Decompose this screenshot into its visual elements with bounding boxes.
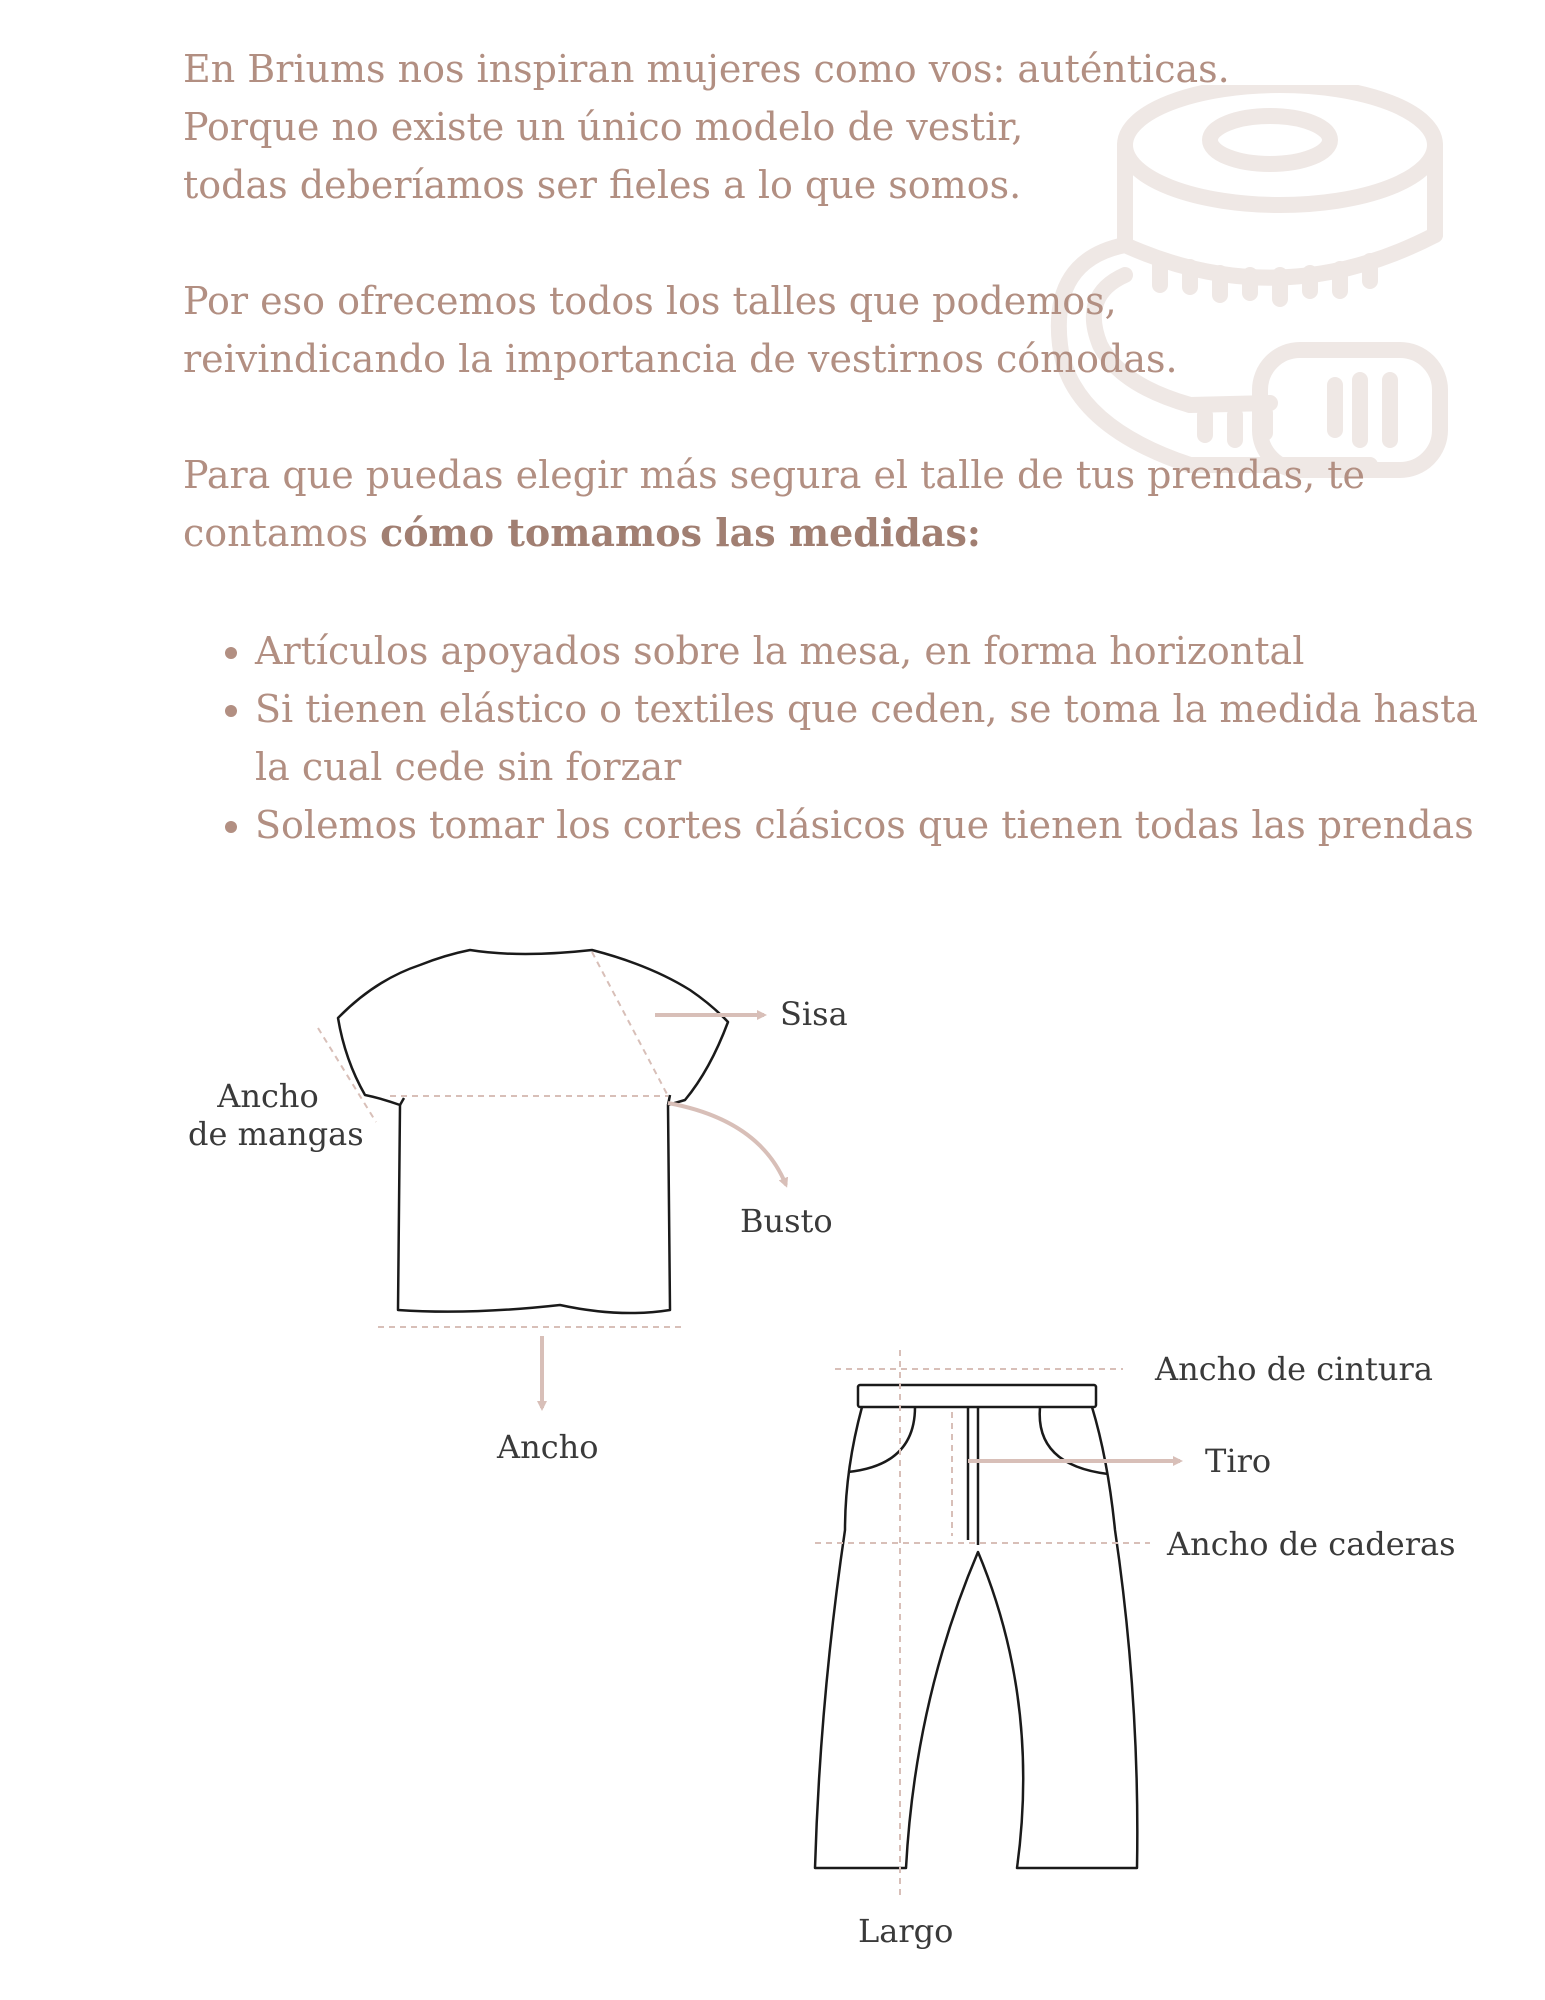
label-line: Ancho — [217, 1077, 319, 1115]
pants-icon — [815, 1385, 1137, 1868]
intro-line: En Briums nos inspiran mujeres como vos: auténticas. — [183, 47, 1230, 91]
label-line: de mangas — [188, 1115, 364, 1153]
tshirt-icon — [338, 950, 728, 1313]
label-ancho-cintura: Ancho de cintura — [1155, 1350, 1433, 1388]
list-item: • Solemos tomar los cortes clásicos que tienen todas las prendas — [255, 796, 1515, 854]
intro-line: reivindicando la importancia de vestirnos cómodas. — [183, 337, 1178, 381]
intro-line: contamos — [183, 511, 381, 555]
label-tiro: Tiro — [1205, 1442, 1272, 1480]
list-item: • Artículos apoyados sobre la mesa, en forma horizontal — [255, 622, 1515, 680]
label-busto: Busto — [740, 1202, 833, 1240]
label-ancho-caderas: Ancho de caderas — [1167, 1525, 1456, 1563]
label-ancho-mangas — [188, 1077, 364, 1153]
list-item: • Si tienen elástico o textiles que ceden, se toma la medida hasta la cual cede sin forzar — [255, 680, 1515, 796]
intro-line: Por eso ofrecemos todos los talles que podemos, — [183, 279, 1117, 323]
tshirt-measure-lines — [318, 952, 685, 1327]
label-sisa: Sisa — [780, 995, 848, 1033]
label-ancho: Ancho — [497, 1428, 599, 1466]
intro-line: todas deberíamos ser fieles a lo que somos. — [183, 163, 1022, 207]
intro-bold: cómo tomamos las medidas: — [380, 510, 981, 555]
intro-line: Porque no existe un único modelo de vestir, — [183, 105, 1024, 149]
intro-line: Para que puedas elegir más segura el talle de tus prendas, te — [183, 453, 1366, 497]
label-largo: Largo — [858, 1912, 954, 1950]
